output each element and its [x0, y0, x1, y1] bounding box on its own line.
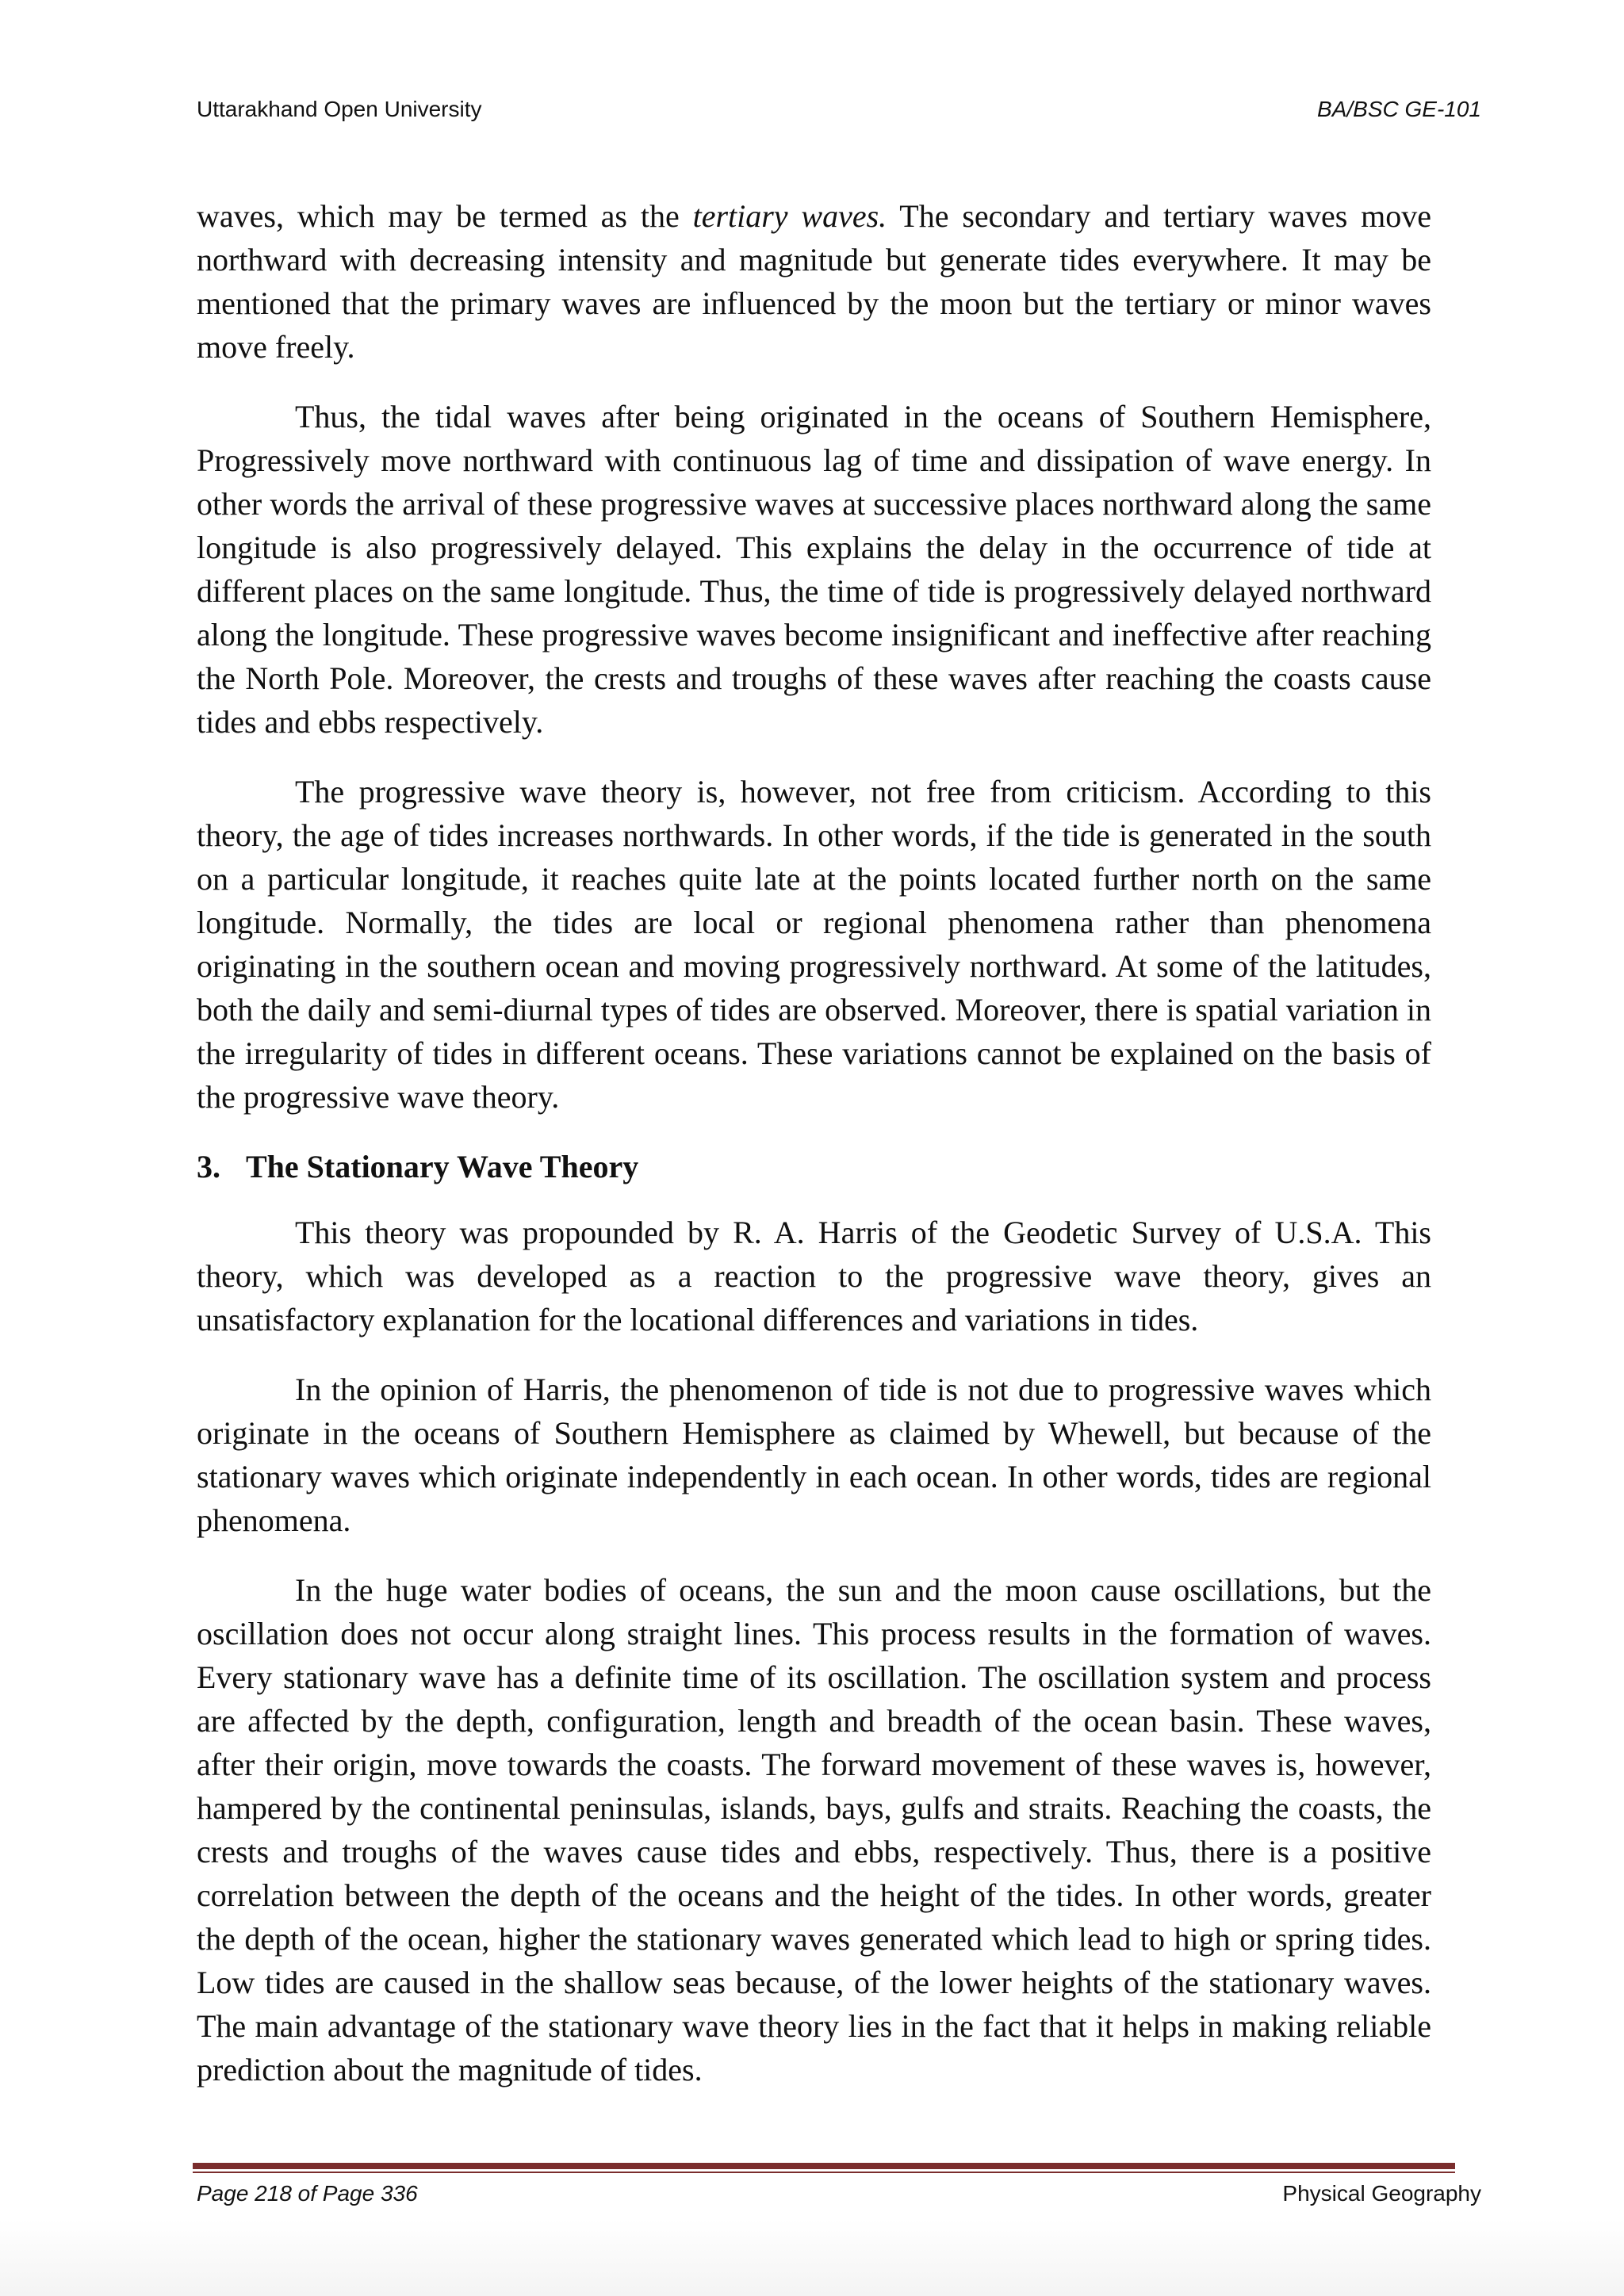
footer-subject: Physical Geography [1282, 2181, 1481, 2206]
tertiary-waves-term: tertiary waves. [692, 198, 887, 234]
header-course-code: BA/BSC GE-101 [1317, 97, 1481, 121]
paragraph-tidal-waves: Thus, the tidal waves after being originated in the oceans of Southern Hemisphere, Progressively move northward with continuous lag of time and dissipation of wave energy. In other words the arrival of these progressive waves at successive places northward along the same longitude is also progressively delayed. This explains the delay in the occurrence of tide at different places on the same longitude. Thus, the time of tide is progressively delayed northward along the longitude. These progressive waves become insignificant and ineffective after reaching the North Pole. Moreover, the crests and troughs of these waves after reaching the coasts cause tides and ebbs respectively. [197, 399, 1431, 740]
scan-edge-shade [0, 2220, 1624, 2296]
footer-rule-thick [193, 2163, 1455, 2169]
paragraph-continued-end: The secondary and tertiary waves move northward with decreasing intensity and magnitude but generate tides everywhere. It may be mentioned that the primary waves are influenced by the moon but the tertiary or minor waves move freely. [197, 198, 1431, 365]
paragraph-opinion: In the opinion of Harris, the phenomenon of tide is not due to progressive waves which originate in the oceans of Southern Hemisphere as claimed by Whewell, but because of the stationary waves which originate independently in each ocean. In other words, tides are regional phenomena. [197, 1372, 1431, 1538]
section-heading [197, 1145, 1431, 1188]
footer-rule-thin [193, 2172, 1455, 2173]
page-body [197, 194, 1431, 2118]
header-university: Uttarakhand Open University [197, 97, 482, 121]
paragraph-oscillations: In the huge water bodies of oceans, the sun and the moon cause oscillations, but the oscillation does not occur along straight lines. This process results in the formation of waves. Every stationary wave has a definite time of its oscillation. The oscillation system and process are affected by the depth, configuration, length and breadth of the ocean basin. These waves, after their origin, move towards the coasts. The forward movement of these waves is, however, hampered by the continental peninsulas, islands, bays, gulfs and straits. Reaching the coasts, the crests and troughs of the waves cause tides and ebbs, respectively. Thus, there is a positive correlation between the depth of the oceans and the height of the tides. In other words, greater the depth of the ocean, higher the stationary waves generated which lead to high or spring tides. Low tides are caused in the shallow seas because, of the lower heights of the stationary waves. The main advantage of the stationary wave theory lies in the fact that it helps in making reliable prediction about the magnitude of tides. [197, 1572, 1431, 2087]
paragraph-continued [197, 194, 1431, 369]
section-title: The Stationary Wave Theory [246, 1149, 639, 1184]
page-footer [197, 2181, 1481, 2213]
paragraph-continued-start: waves, which may be termed as the [197, 198, 693, 234]
page-number: Page 218 of Page 336 [197, 2181, 418, 2206]
section-number: 3. [197, 1149, 220, 1184]
page-header [197, 97, 1481, 128]
paragraph-criticism: The progressive wave theory is, however, not free from criticism. According to this theory, the age of tides increases northwards. In other words, if the tide is generated in the south on a particular longitude, it reaches quite late at the points located further north on the same longitude. Normally, the tides are local or regional phenomena rather than phenomena originating in the southern ocean and moving progressively northward. At some of the latitudes, both the daily and semi-diurnal types of tides are observed. Moreover, there is spatial variation in the irregularity of tides in different oceans. These variations cannot be explained on the basis of the progressive wave theory. [197, 774, 1431, 1115]
paragraph-harris: This theory was propounded by R. A. Harris of the Geodetic Survey of U.S.A. This theory, which was developed as a reaction to the progressive wave theory, gives an unsatisfactory explanation for the locational differences and variations in tides. [197, 1215, 1431, 1337]
